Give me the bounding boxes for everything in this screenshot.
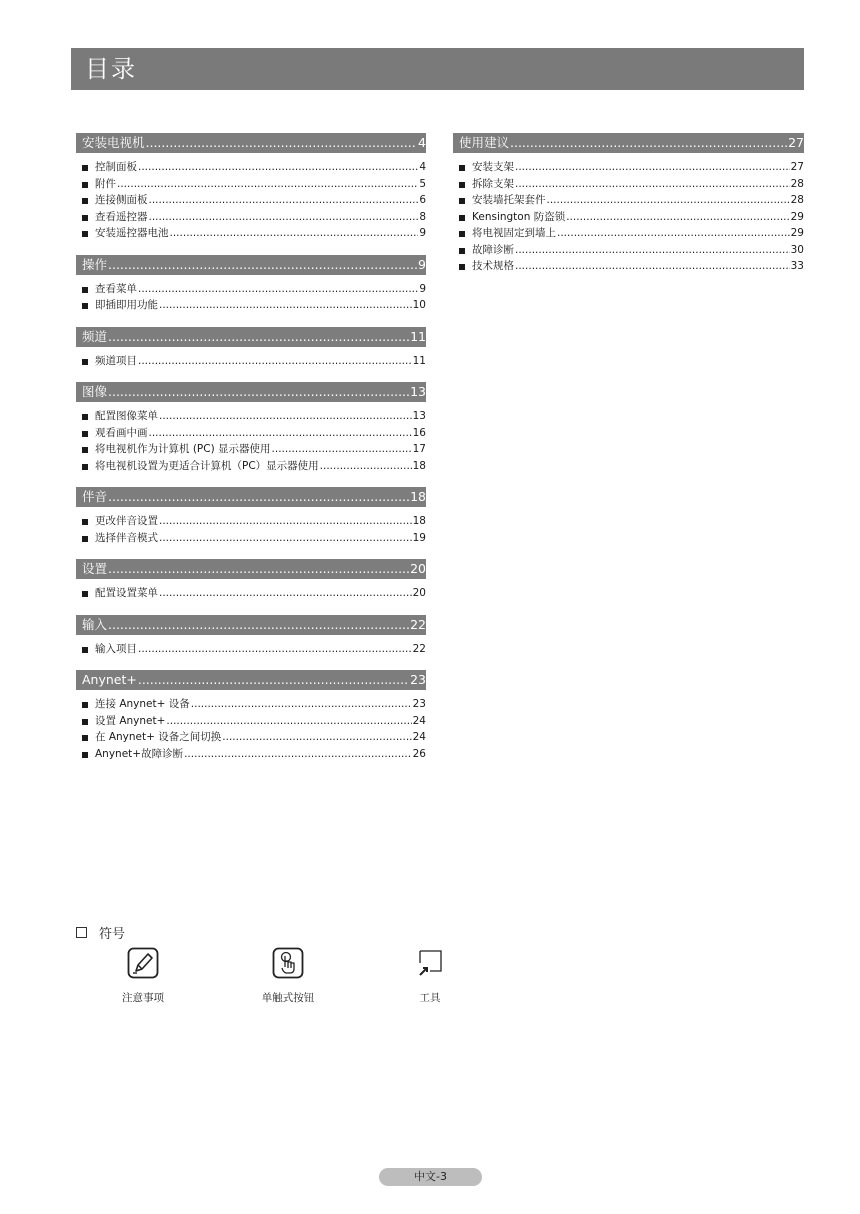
toc-item-label: 即插即用功能: [95, 299, 158, 311]
toc-item-label: 配置图像菜单: [95, 410, 158, 422]
dot-leader: [108, 255, 417, 275]
toc-section: [76, 559, 426, 602]
toc-item-page: 16: [412, 426, 426, 439]
dot-leader: [108, 382, 409, 402]
bullet-square-icon: [82, 519, 88, 525]
toc-item-label: 选择伴音模式: [95, 531, 158, 544]
dot-leader: [159, 585, 412, 602]
toc-item[interactable]: [76, 408, 426, 425]
toc-section-title: 图像: [82, 384, 108, 399]
bullet-square-icon: [82, 752, 88, 758]
dot-leader: [108, 559, 409, 579]
toc-section-title: 操作: [82, 256, 108, 272]
toc-section-page: 4: [418, 135, 426, 150]
bullet-square-icon: [82, 447, 88, 453]
dot-leader: [108, 615, 409, 635]
toc-item[interactable]: [76, 225, 426, 242]
note-pencil-icon: [127, 947, 159, 979]
toc-item-label: 技术规格: [472, 260, 514, 272]
toc-item-label: 观看画中画: [95, 426, 148, 439]
toc-item[interactable]: [76, 192, 426, 209]
toc-section: [76, 615, 426, 658]
toc-item-page: 23: [412, 698, 426, 710]
symbols-heading-label: 符号: [99, 927, 126, 942]
toc-section: [76, 133, 426, 242]
bullet-square-icon: [459, 182, 465, 188]
bullet-square-icon: [82, 591, 88, 597]
toc-item-page: 6: [419, 194, 426, 206]
bullet-square-icon: [459, 198, 465, 204]
dot-leader: [138, 159, 418, 176]
toc-section-page: 18: [410, 489, 426, 504]
toc-section-heading[interactable]: [76, 382, 426, 402]
symbol-tools-label: 工具: [419, 992, 441, 1004]
symbols-heading: [76, 923, 125, 942]
toc-item[interactable]: [76, 441, 426, 458]
toc-item[interactable]: [76, 729, 426, 746]
toc-item[interactable]: [76, 513, 426, 530]
dot-leader: [138, 670, 409, 690]
toc-section-title: 频道: [82, 328, 108, 344]
bullet-square-icon: [459, 165, 465, 171]
symbol-note-label: 注意事项: [122, 992, 164, 1004]
toc-item-page: 8: [419, 210, 426, 223]
toc-item[interactable]: [76, 297, 426, 314]
toc-item-label: 连接 Anynet+ 设备: [95, 698, 190, 710]
toc-item-label: 控制面板: [95, 161, 137, 173]
one-touch-button-icon: [272, 947, 304, 979]
page-title: 目录: [71, 48, 804, 90]
toc-item-label: 故障诊断: [472, 243, 514, 256]
toc-item-page: 28: [790, 177, 804, 190]
toc-item[interactable]: [76, 353, 426, 370]
toc-left-column: [76, 133, 426, 775]
toc-item-page: 11: [412, 354, 426, 367]
toc-item[interactable]: [453, 176, 804, 193]
toc-item[interactable]: [453, 192, 804, 209]
toc-item[interactable]: [453, 159, 804, 176]
toc-section-title: 设置: [82, 561, 108, 576]
dot-leader: [166, 713, 411, 730]
toc-item[interactable]: [453, 242, 804, 259]
toc-section: [76, 670, 426, 762]
toc-item[interactable]: [76, 176, 426, 193]
toc-section-title: 伴音: [82, 489, 108, 504]
bullet-square-icon: [459, 215, 465, 221]
toc-right-column: [453, 133, 804, 288]
dot-leader: [159, 513, 412, 530]
toc-item-page: 33: [790, 260, 804, 272]
toc-section-heading[interactable]: [76, 670, 426, 690]
toc-item-page: 20: [412, 587, 426, 599]
toc-item-label: Anynet+故障诊断: [95, 747, 184, 760]
toc-section: [76, 327, 426, 370]
toc-item[interactable]: [76, 281, 426, 298]
toc-item-page: 5: [419, 177, 426, 190]
toc-item[interactable]: [76, 425, 426, 442]
bullet-square-icon: [459, 231, 465, 237]
dot-leader: [272, 441, 412, 458]
toc-item-page: 17: [412, 443, 426, 455]
toc-item-page: 18: [412, 459, 426, 472]
toc-item-page: 13: [412, 410, 426, 422]
toc-item[interactable]: [76, 458, 426, 475]
toc-section-heading[interactable]: [76, 559, 426, 579]
toc-item-label: 更改伴音设置: [95, 515, 158, 527]
bullet-square-icon: [82, 359, 88, 365]
dot-leader: [557, 225, 790, 242]
toc-item[interactable]: [76, 209, 426, 226]
dot-leader: [138, 281, 418, 298]
toc-item-page: 24: [412, 731, 426, 743]
toc-item[interactable]: [76, 159, 426, 176]
dot-leader: [108, 327, 409, 347]
symbol-one-touch-label: 单触式按钮: [261, 992, 315, 1004]
toc-section-heading[interactable]: [453, 133, 804, 153]
toc-section-title: Anynet+: [82, 672, 137, 687]
dot-leader: [320, 458, 412, 475]
toc-item-page: 29: [790, 210, 804, 223]
dot-leader: [515, 159, 790, 176]
toc-item-list: [76, 153, 426, 242]
toc-item[interactable]: [453, 225, 804, 242]
dot-leader: [515, 258, 790, 275]
page-number-badge: 中文-3: [379, 1168, 482, 1186]
toc-section: [76, 487, 426, 546]
dot-leader: [149, 209, 419, 226]
toc-item[interactable]: [76, 530, 426, 547]
toc-item-label: 频道项目: [95, 354, 137, 367]
toc-section-page: 9: [418, 256, 426, 272]
toc-item[interactable]: [453, 258, 804, 275]
bullet-square-icon: [82, 735, 88, 741]
dot-leader: [159, 297, 412, 314]
dot-leader: [510, 133, 787, 153]
toc-item-label: 在 Anynet+ 设备之间切换: [95, 731, 222, 743]
toc-item-page: 29: [790, 227, 804, 239]
toc-item-list: [76, 347, 426, 370]
dot-leader: [138, 353, 412, 370]
toc-item-label: 将电视机作为计算机 (PC) 显示器使用: [95, 443, 271, 455]
toc-section-page: 13: [410, 384, 426, 399]
toc-section-title: 安装电视机: [82, 135, 145, 150]
dot-leader: [159, 408, 412, 425]
dot-leader: [149, 192, 419, 209]
dot-leader: [159, 530, 412, 547]
bullet-square-icon: [82, 702, 88, 708]
bullet-square-icon: [82, 231, 88, 237]
toc-section-heading[interactable]: [76, 487, 426, 507]
tools-icon: [414, 947, 446, 979]
toc-item-label: 将电视固定到墙上: [472, 227, 556, 239]
toc-item[interactable]: [76, 746, 426, 763]
toc-item-list: [76, 275, 426, 314]
checkbox-icon: [76, 927, 87, 938]
toc-section-title: 输入: [82, 616, 108, 632]
toc-item-list: [76, 507, 426, 546]
toc-item-list: [453, 153, 804, 275]
toc-item-page: 30: [790, 243, 804, 256]
dot-leader: [184, 746, 412, 763]
dot-leader: [566, 209, 789, 226]
bullet-square-icon: [82, 536, 88, 542]
toc-section-heading[interactable]: [76, 615, 426, 635]
toc-item-label: 附件: [95, 177, 116, 190]
toc-item-label: 设置 Anynet+: [95, 714, 166, 727]
dot-leader: [170, 225, 419, 242]
toc-item-page: 4: [419, 161, 426, 173]
toc-item[interactable]: [76, 641, 426, 658]
toc-item-label: 安装墙托架套件: [472, 194, 546, 206]
toc-item-page: 22: [412, 642, 426, 655]
dot-leader: [515, 242, 790, 259]
toc-item[interactable]: [453, 209, 804, 226]
toc-item-label: 安装遥控器电池: [95, 227, 169, 239]
bullet-square-icon: [459, 264, 465, 270]
bullet-square-icon: [82, 215, 88, 221]
symbol-note: [112, 947, 174, 1005]
toc-item-page: 18: [412, 515, 426, 527]
toc-item-page: 9: [419, 227, 426, 239]
toc-item-page: 9: [419, 282, 426, 295]
dot-leader: [138, 641, 412, 658]
toc-item-list: [76, 579, 426, 602]
toc-item-page: 26: [412, 747, 426, 760]
dot-leader: [108, 487, 409, 507]
dot-leader: [191, 696, 412, 713]
toc-section-title: 使用建议: [459, 135, 510, 150]
toc-item-list: [76, 635, 426, 658]
toc-item-page: 24: [412, 714, 426, 727]
toc-item-label: 查看菜单: [95, 282, 137, 295]
toc-section: [453, 133, 804, 275]
toc-section-page: 27: [788, 135, 804, 150]
toc-item-label: 连接侧面板: [95, 194, 148, 206]
toc-section-page: 11: [410, 328, 426, 344]
toc-item-label: 查看遥控器: [95, 210, 148, 223]
symbol-tools: [402, 947, 458, 1005]
bullet-square-icon: [82, 431, 88, 437]
toc-section-heading[interactable]: [76, 327, 426, 347]
toc-item-list: [76, 402, 426, 474]
bullet-square-icon: [82, 182, 88, 188]
toc-section-heading[interactable]: [76, 255, 426, 275]
bullet-square-icon: [82, 287, 88, 293]
toc-item-page: 27: [790, 161, 804, 173]
bullet-square-icon: [82, 165, 88, 171]
dot-leader: [117, 176, 418, 193]
toc-item[interactable]: [76, 713, 426, 730]
toc-section-page: 20: [410, 561, 426, 576]
toc-section-page: 22: [410, 616, 426, 632]
bullet-square-icon: [82, 719, 88, 725]
dot-leader: [146, 133, 418, 153]
bullet-square-icon: [82, 198, 88, 204]
toc-section-heading[interactable]: [76, 133, 426, 153]
symbol-one-touch: [252, 947, 324, 1005]
toc-item-label: 拆除支架: [472, 177, 514, 190]
toc-item-label: 配置设置菜单: [95, 587, 158, 599]
bullet-square-icon: [82, 303, 88, 309]
toc-item-page: 19: [412, 531, 426, 544]
dot-leader: [149, 425, 412, 442]
toc-item-label: Kensington 防盗锁: [472, 210, 566, 223]
toc-item[interactable]: [76, 696, 426, 713]
dot-leader: [547, 192, 790, 209]
bullet-square-icon: [82, 464, 88, 470]
toc-section-page: 23: [410, 672, 426, 687]
dot-leader: [222, 729, 411, 746]
bullet-square-icon: [82, 647, 88, 653]
bullet-square-icon: [459, 248, 465, 254]
toc-item-label: 安装支架: [472, 161, 514, 173]
toc-section: [76, 255, 426, 314]
toc-item-label: 输入项目: [95, 642, 137, 655]
dot-leader: [515, 176, 790, 193]
toc-item-page: 10: [412, 299, 426, 311]
toc-item-label: 将电视机设置为更适合计算机（PC）显示器使用: [95, 459, 319, 472]
bullet-square-icon: [82, 414, 88, 420]
toc-section: [76, 382, 426, 474]
toc-item-page: 28: [790, 194, 804, 206]
toc-item-list: [76, 690, 426, 762]
toc-item[interactable]: [76, 585, 426, 602]
